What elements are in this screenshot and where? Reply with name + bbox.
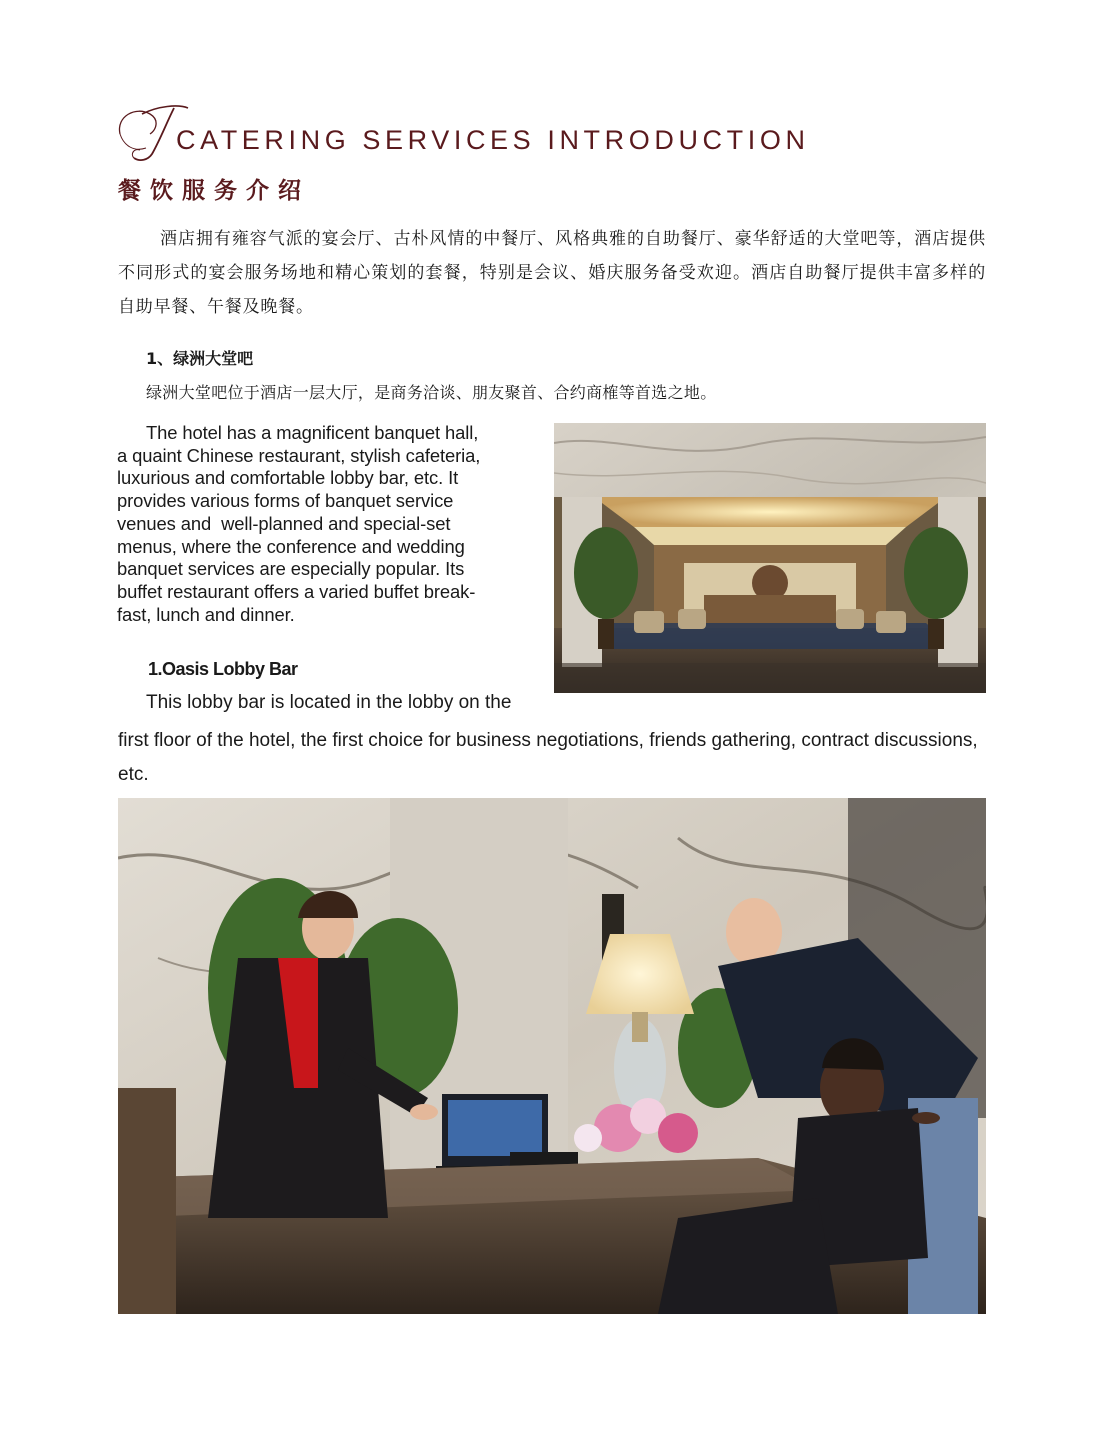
section-body-zh: 绿洲大堂吧位于酒店一层大厅，是商务洽谈、朋友聚首、合约商榷等首选之地。 <box>146 383 717 402</box>
intro-line: fast, lunch and dinner. <box>117 603 295 625</box>
intro-paragraph-zh: 酒店拥有雍容气派的宴会厅、古朴风情的中餐厅、风格典雅的自助餐厅、豪华舒适的大堂吧等，酒店提供不同形式的宴会服务场地和精心策划的套餐，特别是会议、婚庆服务备受欢迎。酒店自助餐厅提供丰富多样的自助早餐、午餐及晚餐。 <box>118 229 986 317</box>
page-subtitle: 餐饮服务介绍 <box>118 178 310 204</box>
intro-line: provides various forms of banquet service <box>117 490 454 512</box>
intro-paragraph-en <box>117 422 535 626</box>
section-body-en: first floor of the hotel, the first choice for business negotiations, friends gathering, contract discussions, etc. <box>118 730 978 785</box>
intro-line: venues and well-planned and special-set <box>117 512 451 534</box>
section-heading-en: 1.Oasis Lobby Bar <box>148 659 298 679</box>
intro-line: banquet services are especially popular. Its <box>117 558 465 580</box>
intro-line: menus, where the conference and wedding <box>117 535 465 557</box>
page-title: CATERING SERVICES INTRODUCTION <box>176 125 810 155</box>
intro-line: The hotel has a magnificent banquet hall, <box>146 422 479 443</box>
section-heading-zh: 1、绿洲大堂吧 <box>146 349 254 368</box>
intro-line: a quaint Chinese restaurant, stylish cafeteria, <box>117 444 481 466</box>
intro-line: luxurious and comfortable lobby bar, etc. It <box>117 467 459 489</box>
section-body-en-first-line: This lobby bar is located in the lobby on the <box>146 692 512 713</box>
lobby-photo <box>554 423 986 693</box>
lobby-bar-photo <box>118 798 986 1314</box>
intro-line: buffet restaurant offers a varied buffet break- <box>117 580 476 602</box>
